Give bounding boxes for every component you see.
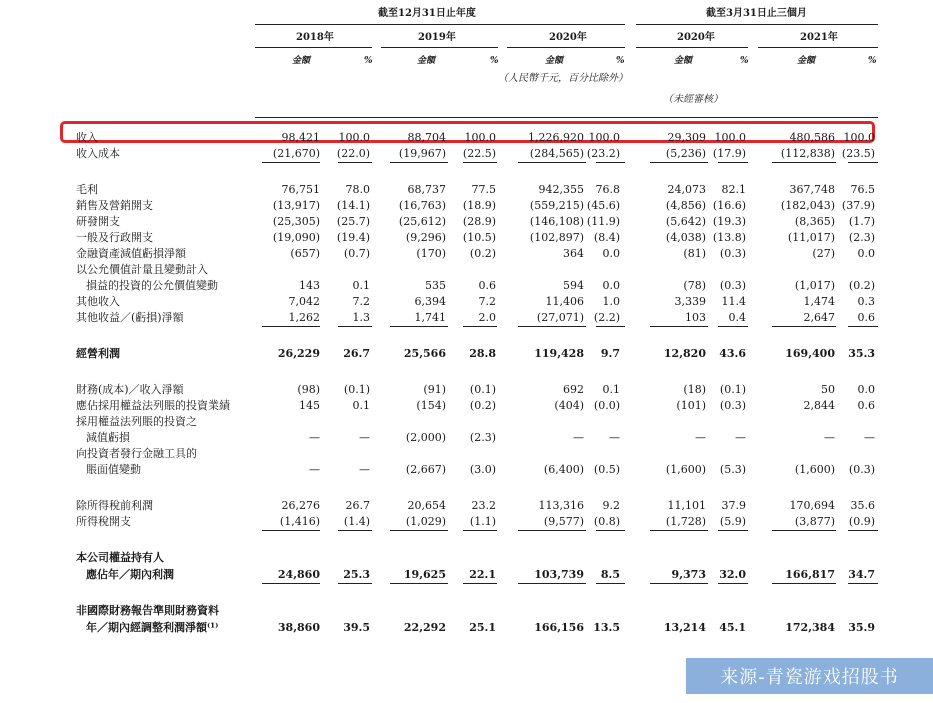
percent-cell: 7.2 — [352, 295, 370, 308]
row-label: 收入 — [76, 131, 98, 144]
subtotal-rule — [262, 530, 320, 531]
subtotal-rule — [390, 162, 448, 163]
row-label: 應佔年／期內利潤 — [86, 568, 174, 581]
percent-subheader: % — [740, 56, 749, 66]
amount-subheader: 金額 — [797, 56, 816, 66]
row-label: 其他收入 — [76, 295, 120, 308]
row-label: 減值虧損 — [86, 431, 130, 444]
amount-cell: 98,421 — [281, 131, 320, 144]
amount-cell: 1,741 — [414, 311, 446, 324]
amount-subheader: 金額 — [417, 56, 436, 66]
amount-cell: (13,917) — [272, 199, 320, 212]
percent-cell: 0.0 — [602, 247, 620, 260]
percent-cell: 0.4 — [728, 311, 746, 324]
percent-cell: 43.6 — [719, 347, 746, 360]
amount-cell: 143 — [299, 279, 320, 292]
amount-cell: (91) — [423, 383, 446, 396]
amount-cell: (1,728) — [665, 515, 706, 528]
subtotal-rule — [390, 583, 448, 584]
amount-subheader: 金額 — [545, 56, 564, 66]
year-rule — [758, 47, 878, 48]
amount-cell: 170,694 — [789, 499, 835, 512]
subtotal-rule — [518, 583, 586, 584]
percent-cell: 9.2 — [602, 499, 620, 512]
amount-cell: (4,856) — [665, 199, 706, 212]
amount-cell: (81) — [683, 247, 706, 260]
percent-cell: 100.0 — [714, 131, 746, 144]
amount-cell: 24,073 — [667, 183, 706, 196]
year-rule — [255, 47, 372, 48]
percent-cell: (5.9) — [719, 515, 746, 528]
amount-cell: (4,038) — [665, 231, 706, 244]
amount-cell: 113,316 — [538, 499, 584, 512]
row-label: 以公允價值計量且變動計入 — [76, 263, 208, 276]
percent-cell: 0.0 — [857, 247, 875, 260]
percent-cell: — — [359, 431, 370, 444]
subtotal-rule — [338, 583, 372, 584]
percent-cell: 8.5 — [600, 568, 620, 581]
year-header-2021-q1: 2021年 — [800, 32, 838, 43]
amount-cell: (170) — [416, 247, 446, 260]
subtotal-rule — [463, 162, 497, 163]
amount-cell: (19,967) — [398, 147, 446, 160]
percent-cell: (2.3) — [469, 431, 496, 444]
amount-cell: (146,108) — [529, 215, 584, 228]
subtotal-rule — [772, 162, 836, 163]
amount-cell: — — [573, 431, 584, 444]
percent-cell: (5.3) — [719, 463, 746, 476]
percent-cell: 39.5 — [343, 621, 370, 634]
amount-cell: 11,101 — [667, 499, 706, 512]
amount-cell: (2,667) — [405, 463, 446, 476]
amount-cell: 1,262 — [288, 311, 320, 324]
amount-cell: 480,586 — [789, 131, 835, 144]
amount-cell: 367,748 — [789, 183, 835, 196]
row-label: 賬面值變動 — [86, 463, 141, 476]
subtotal-rule — [848, 162, 878, 163]
percent-cell: (25.7) — [336, 215, 370, 228]
percent-subheader: % — [490, 56, 499, 66]
amount-cell: (112,838) — [780, 147, 835, 160]
row-label: 一般及行政開支 — [76, 231, 153, 244]
subtotal-rule — [262, 583, 320, 584]
amount-cell: 88,704 — [407, 131, 446, 144]
amount-subheader: 金額 — [674, 56, 693, 66]
percent-cell: 35.9 — [848, 621, 875, 634]
percent-cell: (1.4) — [343, 515, 370, 528]
percent-cell: 0.1 — [602, 383, 620, 396]
row-label: 向投資者發行金融工具的 — [76, 447, 197, 460]
percent-cell: (14.1) — [336, 199, 370, 212]
amount-cell: (27) — [812, 247, 835, 260]
percent-cell: — — [359, 463, 370, 476]
year-rule — [636, 47, 748, 48]
amount-cell: (102,897) — [529, 231, 584, 244]
percent-cell: 11.4 — [721, 295, 746, 308]
row-label: 毛利 — [76, 183, 98, 196]
percent-cell: 76.8 — [595, 183, 620, 196]
percent-cell: 100.0 — [843, 131, 875, 144]
amount-cell: (284,565) — [529, 147, 584, 160]
percent-cell: 0.6 — [857, 399, 875, 412]
subtotal-rule — [650, 583, 708, 584]
percent-cell: (0.2) — [469, 247, 496, 260]
percent-cell: — — [735, 431, 746, 444]
amount-cell: (1,600) — [794, 463, 835, 476]
subtotal-rule — [518, 162, 586, 163]
percent-cell: (16.6) — [712, 199, 746, 212]
amount-cell: 50 — [821, 383, 835, 396]
percent-cell: (28.9) — [462, 215, 496, 228]
percent-cell: (19.4) — [336, 231, 370, 244]
percent-cell: — — [609, 431, 620, 444]
amount-cell: 692 — [563, 383, 584, 396]
year-header-2020-q1: 2020年 — [677, 32, 715, 43]
subtotal-rule — [463, 326, 497, 327]
amount-cell: 6,394 — [414, 295, 446, 308]
percent-cell: 23.2 — [471, 499, 496, 512]
row-label: 非國際財務報告準則財務資料 — [76, 604, 219, 617]
percent-cell: 45.1 — [719, 621, 746, 634]
amount-cell: 19,625 — [403, 568, 446, 581]
percent-cell: 34.7 — [848, 568, 875, 581]
percent-cell: 7.2 — [478, 295, 496, 308]
subtotal-rule — [596, 326, 625, 327]
amount-cell: 76,751 — [281, 183, 320, 196]
subtotal-rule — [650, 530, 708, 531]
percent-cell: 26.7 — [345, 499, 370, 512]
percent-cell: 0.1 — [352, 279, 370, 292]
subtotal-rule — [848, 583, 878, 584]
percent-cell: (22.5) — [462, 147, 496, 160]
subtotal-rule — [338, 530, 372, 531]
percent-cell: (23.5) — [841, 147, 875, 160]
percent-cell: (0.2) — [848, 279, 875, 292]
subtotal-rule — [518, 530, 586, 531]
amount-cell: 3,339 — [674, 295, 706, 308]
amount-cell: 68,737 — [407, 183, 446, 196]
percent-cell: (0.5) — [593, 463, 620, 476]
subtotal-rule — [596, 583, 625, 584]
amount-cell: 119,428 — [534, 347, 584, 360]
subtotal-rule — [772, 530, 836, 531]
year-rule — [507, 47, 625, 48]
percent-cell: 28.8 — [469, 347, 496, 360]
row-label: 年／期內經調整利潤淨額⁽¹⁾ — [86, 621, 219, 634]
percent-cell: 0.0 — [857, 383, 875, 396]
percent-cell: 0.6 — [857, 311, 875, 324]
subtotal-rule — [718, 326, 748, 327]
source-watermark: 来源-青瓷游戏招股书 — [686, 658, 933, 694]
amount-cell: 166,817 — [785, 568, 835, 581]
amount-cell: 364 — [563, 247, 584, 260]
percent-cell: (18.9) — [462, 199, 496, 212]
amount-cell: — — [824, 431, 835, 444]
unaudited-note: （未經審核） — [663, 94, 723, 105]
subtotal-rule — [338, 326, 372, 327]
percent-cell: (0.9) — [848, 515, 875, 528]
amount-cell: 25,566 — [403, 347, 446, 360]
percent-cell: (11.9) — [586, 215, 620, 228]
percent-cell: 0.3 — [857, 295, 875, 308]
amount-cell: 26,229 — [277, 347, 320, 360]
subtotal-rule — [596, 530, 625, 531]
amount-cell: (9,577) — [543, 515, 584, 528]
percent-cell: 0.6 — [478, 279, 496, 292]
amount-cell: 20,654 — [407, 499, 446, 512]
amount-cell: (559,215) — [529, 199, 584, 212]
amount-cell: (1,416) — [279, 515, 320, 528]
row-label: 研發開支 — [76, 215, 120, 228]
percent-cell: 9.7 — [600, 347, 620, 360]
percent-cell: 26.7 — [343, 347, 370, 360]
row-label: 本公司權益持有人 — [76, 551, 164, 564]
percent-cell: 0.1 — [352, 399, 370, 412]
percent-cell: 2.0 — [478, 311, 496, 324]
percent-cell: (45.6) — [586, 199, 620, 212]
percent-cell: 82.1 — [721, 183, 746, 196]
percent-cell: 1.0 — [602, 295, 620, 308]
amount-cell: 172,384 — [785, 621, 835, 634]
subtotal-rule — [338, 162, 372, 163]
row-label: 採用權益法列賬的投資之 — [76, 415, 197, 428]
amount-cell: (11,017) — [787, 231, 835, 244]
percent-cell: (8.4) — [593, 231, 620, 244]
amount-cell: 166,156 — [534, 621, 584, 634]
amount-cell: 594 — [563, 279, 584, 292]
percent-cell: (0.2) — [469, 399, 496, 412]
subtotal-rule — [718, 162, 748, 163]
amount-cell: 103,739 — [534, 568, 584, 581]
subtotal-rule — [718, 583, 748, 584]
percent-cell: (0.3) — [719, 279, 746, 292]
subtotal-rule — [848, 530, 878, 531]
header-rule-annual — [255, 24, 625, 25]
amount-cell: 145 — [299, 399, 320, 412]
percent-cell: 25.1 — [469, 621, 496, 634]
table-top-rule — [255, 117, 878, 118]
amount-cell: 24,860 — [277, 568, 320, 581]
year-rule — [381, 47, 498, 48]
percent-cell: 0.0 — [602, 279, 620, 292]
percent-cell: 100.0 — [588, 131, 620, 144]
amount-cell: (25,612) — [398, 215, 446, 228]
unit-note: （人民幣千元，百分比除外） — [498, 73, 628, 84]
amount-cell: 535 — [425, 279, 446, 292]
subtotal-rule — [596, 162, 625, 163]
amount-cell: (21,670) — [272, 147, 320, 160]
percent-cell: 35.3 — [848, 347, 875, 360]
amount-cell: 7,042 — [288, 295, 320, 308]
amount-cell: (657) — [290, 247, 320, 260]
row-label: 財務(成本)／收入淨額 — [76, 383, 184, 396]
percent-cell: 1.3 — [352, 311, 370, 324]
percent-cell: (23.2) — [586, 147, 620, 160]
percent-cell: 76.5 — [850, 183, 875, 196]
amount-cell: 22,292 — [403, 621, 446, 634]
percent-cell: (22.0) — [336, 147, 370, 160]
row-label: 所得稅開支 — [76, 515, 131, 528]
percent-cell: (0.3) — [848, 463, 875, 476]
amount-cell: (6,400) — [543, 463, 584, 476]
amount-cell: 2,844 — [803, 399, 835, 412]
percent-cell: (2.3) — [848, 231, 875, 244]
amount-cell: (2,000) — [405, 431, 446, 444]
amount-cell: 12,820 — [663, 347, 706, 360]
amount-cell: (182,043) — [780, 199, 835, 212]
amount-cell: 942,355 — [538, 183, 584, 196]
amount-cell: (78) — [683, 279, 706, 292]
row-label: 其他收益／(虧損)淨額 — [76, 311, 184, 324]
percent-cell: (19.3) — [712, 215, 746, 228]
percent-cell: 37.9 — [721, 499, 746, 512]
percent-cell: (0.8) — [593, 515, 620, 528]
subtotal-rule — [262, 326, 320, 327]
percent-cell: (37.9) — [841, 199, 875, 212]
year-header-2018: 2018年 — [296, 32, 334, 43]
row-label: 銷售及營銷開支 — [76, 199, 153, 212]
amount-cell: — — [309, 463, 320, 476]
subtotal-rule — [518, 326, 586, 327]
subtotal-rule — [650, 162, 708, 163]
amount-cell: 29,309 — [667, 131, 706, 144]
amount-cell: (9,296) — [405, 231, 446, 244]
row-label: 除所得稅前利潤 — [76, 499, 153, 512]
row-label: 應佔採用權益法列賬的投資業績 — [76, 399, 230, 412]
percent-cell: 25.3 — [343, 568, 370, 581]
amount-cell: 26,276 — [281, 499, 320, 512]
amount-cell: (3,877) — [794, 515, 835, 528]
subtotal-rule — [772, 326, 836, 327]
percent-subheader: % — [364, 56, 373, 66]
period-annual-header: 截至12月31日止年度 — [378, 8, 476, 19]
subtotal-rule — [262, 162, 320, 163]
amount-cell: (154) — [416, 399, 446, 412]
amount-cell: (98) — [297, 383, 320, 396]
subtotal-rule — [463, 583, 497, 584]
amount-cell: (5,236) — [665, 147, 706, 160]
percent-subheader: % — [868, 56, 877, 66]
period-quarter-header: 截至3月31日止三個月 — [706, 8, 807, 19]
amount-subheader: 金額 — [292, 56, 311, 66]
percent-cell: (10.5) — [462, 231, 496, 244]
percent-cell: (0.1) — [343, 383, 370, 396]
percent-cell: 32.0 — [719, 568, 746, 581]
percent-cell: (0.3) — [719, 247, 746, 260]
amount-cell: — — [309, 431, 320, 444]
percent-cell: 13.5 — [593, 621, 620, 634]
percent-cell: (0.1) — [719, 383, 746, 396]
year-header-2020: 2020年 — [549, 32, 587, 43]
percent-cell: 100.0 — [464, 131, 496, 144]
amount-cell: 103 — [685, 311, 706, 324]
amount-cell: (1,017) — [794, 279, 835, 292]
amount-cell: — — [695, 431, 706, 444]
percent-cell: (1.1) — [469, 515, 496, 528]
amount-cell: 169,400 — [785, 347, 835, 360]
amount-cell: 13,214 — [663, 621, 706, 634]
amount-cell: (1,600) — [665, 463, 706, 476]
percent-cell: (0.1) — [469, 383, 496, 396]
row-label: 損益的投資的公允價值變動 — [86, 279, 218, 292]
amount-cell: 1,474 — [803, 295, 835, 308]
subtotal-rule — [718, 530, 748, 531]
percent-cell: (3.0) — [469, 463, 496, 476]
amount-cell: 38,860 — [277, 621, 320, 634]
percent-cell: 78.0 — [345, 183, 370, 196]
percent-subheader: % — [616, 56, 625, 66]
percent-cell: — — [864, 431, 875, 444]
amount-cell: (8,365) — [794, 215, 835, 228]
row-label: 金融資產減值虧損淨額 — [76, 247, 186, 260]
percent-cell: (2.2) — [593, 311, 620, 324]
percent-cell: 100.0 — [338, 131, 370, 144]
amount-cell: (16,763) — [398, 199, 446, 212]
subtotal-rule — [390, 530, 448, 531]
percent-cell: 35.6 — [850, 499, 875, 512]
amount-cell: (5,642) — [665, 215, 706, 228]
subtotal-rule — [650, 326, 708, 327]
row-label: 經營利潤 — [76, 347, 120, 360]
amount-cell: 9,373 — [671, 568, 706, 581]
amount-cell: 2,647 — [803, 311, 835, 324]
percent-cell: (0.7) — [343, 247, 370, 260]
amount-cell: (27,071) — [536, 311, 584, 324]
header-rule-quarter — [636, 24, 878, 25]
row-label: 收入成本 — [76, 147, 120, 160]
percent-cell: (0.0) — [593, 399, 620, 412]
percent-cell: (17.9) — [712, 147, 746, 160]
amount-cell: (1,029) — [405, 515, 446, 528]
amount-cell: (19,090) — [272, 231, 320, 244]
subtotal-rule — [390, 326, 448, 327]
percent-cell: 22.1 — [469, 568, 496, 581]
subtotal-rule — [848, 326, 878, 327]
percent-cell: (1.7) — [848, 215, 875, 228]
percent-cell: (13.8) — [712, 231, 746, 244]
percent-cell: 77.5 — [471, 183, 496, 196]
subtotal-rule — [463, 530, 497, 531]
amount-cell: 1,226,920 — [528, 131, 584, 144]
year-header-2019: 2019年 — [418, 32, 456, 43]
amount-cell: 11,406 — [545, 295, 584, 308]
amount-cell: (25,305) — [272, 215, 320, 228]
percent-cell: (0.3) — [719, 399, 746, 412]
amount-cell: (404) — [554, 399, 584, 412]
subtotal-rule — [772, 583, 836, 584]
amount-cell: (18) — [683, 383, 706, 396]
amount-cell: (101) — [676, 399, 706, 412]
